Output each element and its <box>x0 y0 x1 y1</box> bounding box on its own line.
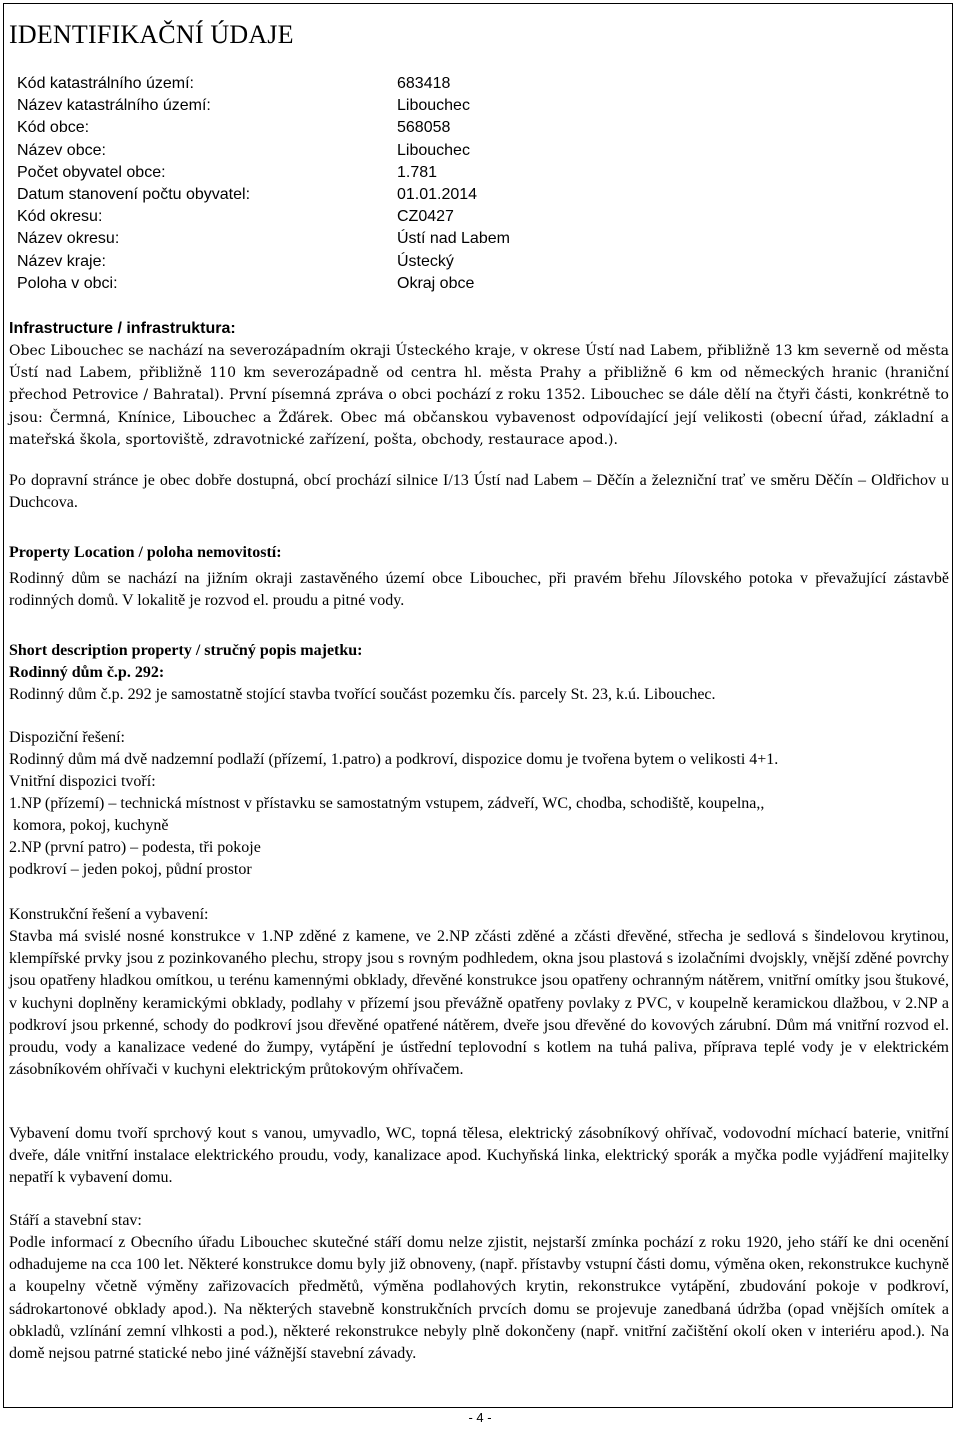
id-row <box>17 184 510 206</box>
equipment-section <box>9 1123 949 1190</box>
id-value: CZ0427 <box>397 208 454 226</box>
id-row <box>17 73 510 95</box>
id-row <box>17 251 510 273</box>
location-paragraph: Rodinný dům se nachází na jižním okraji zastavěného území obce Libouchec, při pravém břehu Jílovského potoka v převažující zástavbě rodinných domů. V lokalitě je rozvod el. proudu a pitné vody. <box>9 570 949 610</box>
age-label: Stáří a stavební stav: <box>9 1212 142 1229</box>
id-label: Název obce: <box>17 141 106 159</box>
description-subheading: Rodinný dům č.p. 292: <box>9 664 165 681</box>
id-label: Kód katastrálního území: <box>17 75 194 92</box>
description-section <box>9 640 949 706</box>
identification-table <box>17 73 510 295</box>
age-paragraph: Podle informací z Obecního úřadu Libouchec skutečné stáří domu nelze zjistit, nejstarší zmínka pochází z roku 1920, jeho stáří ke dni ocenění odhadujeme na cca 100 let. Některé konstrukce domu byly již obnoveny, (např. přístavby vstupní části domu, výměna oken, rekonstrukce kuchyně a koupelny včetně výměny zařizovacích předmětů, výměna podlahových krytin, rekonstrukce vytápění, zbudování pokoje v podkroví, sádrokartonové obklady apod.). Na některých stavebně konstrukčních prvcích domu se projevuje zanedbaná údržba (opad vnějších omítek a obkladů, vzlínání zemní vlhkosti a pod.), některé rekonstrukce nebyly plně dokončeny (např. vnitřní začištění okolí oken v interiéru apod.). Na domě nejsou patrné statické nebo jiné vážnější stavební závady. <box>9 1234 949 1363</box>
floor-2np: 2.NP (první patro) – podesta, tři pokoje <box>9 839 261 857</box>
id-label: Název okresu: <box>17 230 120 248</box>
id-row <box>17 228 510 250</box>
id-value: Libouchec <box>397 141 470 159</box>
id-label: Kód okresu: <box>17 208 103 226</box>
infrastructure-paragraph: Obec Libouchec se nachází na severozápadním okraji Ústeckého kraje, v okrese Ústí nad Labem, přibližně 13 km severně od města Ústí nad Labem, přibližně 110 km severozápadně od centra hl. města Prahy a přibližně 6 km od německých hranic (hraniční přechod Petrovice / Bahratal). První písemná zpráva o obci pochází z roku 1352. Libouchec se dále dělí na čtyři části, konkrétně to jsou: Čermná, Knínice, Libouchec a Žďárek. Obec má občanskou vybavenost odpovídající její velikosti (obecní úřad, základní a mateřská škola, sportoviště, zdravotnické zařízení, pošta, obchody, restaurace apod.). <box>9 343 949 448</box>
id-row <box>17 95 510 117</box>
page-title: IDENTIFIKAČNÍ ÚDAJE <box>9 20 294 49</box>
layout-label: Dispoziční řešení: <box>9 729 125 746</box>
id-label: Název katastrálního území: <box>17 97 211 115</box>
id-label: Název kraje: <box>17 252 106 270</box>
infrastructure-heading: Infrastructure / infrastruktura: <box>9 320 236 337</box>
id-row <box>17 162 510 184</box>
equipment-paragraph: Vybavení domu tvoří sprchový kout s vanou, umyvadlo, WC, topná tělesa, elektrický zásobníkový ohřívač, vodovodní míchací baterie, vnitřní dveře, dále vnitřní instalace elektrického proudu, vody, kanalizace apod. Kuchyňská linka, elektrický sporák a myčka podle vyjádření majitelky nepatří k vybavení domu. <box>9 1125 949 1187</box>
description-heading: Short description property / stručný popis majetku: <box>9 642 363 659</box>
id-row <box>17 273 510 295</box>
construction-label: Konstrukční řešení a vybavení: <box>9 906 209 923</box>
id-row <box>17 206 510 228</box>
id-label: Datum stanovení počtu obyvatel: <box>17 185 251 203</box>
id-label: Počet obyvatel obce: <box>17 163 166 181</box>
layout-section <box>9 727 949 881</box>
id-row <box>17 117 510 139</box>
floor-1np-continued: komora, pokoj, kuchyně <box>13 817 169 835</box>
location-heading: Property Location / poloha nemovitostí: <box>9 544 282 561</box>
id-value: 01.01.2014 <box>397 185 478 203</box>
id-label: Poloha v obci: <box>17 274 118 292</box>
transport-section <box>9 470 949 514</box>
id-value: Ústí nad Labem <box>397 230 510 248</box>
inner-layout-label: Vnitřní dispozici tvoří: <box>9 773 156 790</box>
description-paragraph: Rodinný dům č.p. 292 je samostatně stojící stavba tvořící součást pozemku čís. parcely St. 23, k.ú. Libouchec. <box>9 686 716 703</box>
id-value: Okraj obce <box>397 274 475 292</box>
id-value: 683418 <box>397 75 451 92</box>
infrastructure-section <box>9 318 949 451</box>
id-label: Kód obce: <box>17 119 90 137</box>
page-number: - 4 - <box>468 1410 492 1425</box>
id-value: 1.781 <box>397 163 438 181</box>
location-section <box>9 542 949 612</box>
id-value: Ústecký <box>397 252 454 270</box>
construction-paragraph: Stavba má svislé nosné konstrukce v 1.NP zděné z kamene, ve 2.NP zčásti zděné a zčásti dřevěné, střecha je sedlová s šindelovou krytinou, klempířské prvky jsou z pozinkovaného plechu, stropy jsou s rovným podhledem, okna jsou plastová s izolačními dvojskly, vnější zděné povrchy jsou opatřeny hladkou omítkou, u terénu kamennými obklady, dřevěné konstrukce jsou opatřeny ochranným nátěrem, vnitřní omítky jsou štukové, v kuchyni doplněny keramickými obklady, podlahy v přízemí jsou převážně opatřeny povlaky z PVC, v koupelně keramickou dlažbou, v 2.NP a podkroví jsou prkenné, schody do podkroví jsou dřevěné opatřené nátěrem, dveře jsou dřevěné do kovových zárubní. Dům má vnitřní rozvod el. proudu, vody a kanalizace vedené do žumpy, vytápění je ústřední teplovodní s kotlem na tuhá paliva, příprava teplé vody je v elektrickém zásobníkovém ohřívači v kuchyni elektrickým průtokovým ohřívačem. <box>9 928 949 1079</box>
floor-attic: podkroví – jeden pokoj, půdní prostor <box>9 861 252 879</box>
age-section <box>9 1210 949 1365</box>
id-value: 568058 <box>397 119 451 137</box>
construction-section <box>9 904 949 1081</box>
id-row <box>17 140 510 162</box>
id-value: Libouchec <box>397 97 470 115</box>
floor-1np: 1.NP (přízemí) – technická místnost v přístavku se samostatným vstupem, zádveří, WC, chodba, schodiště, koupelna,, <box>9 795 765 812</box>
transport-paragraph: Po dopravní stránce je obec dobře dostupná, obcí prochází silnice I/13 Ústí nad Labem – Děčín a železniční trať ve směru Děčín – Oldřichov u Duchcova. <box>9 472 949 512</box>
layout-paragraph: Rodinný dům má dvě nadzemní podlaží (přízemí, 1.patro) a podkroví, dispozice domu je tvořena bytem o velikosti 4+1. <box>9 751 779 768</box>
